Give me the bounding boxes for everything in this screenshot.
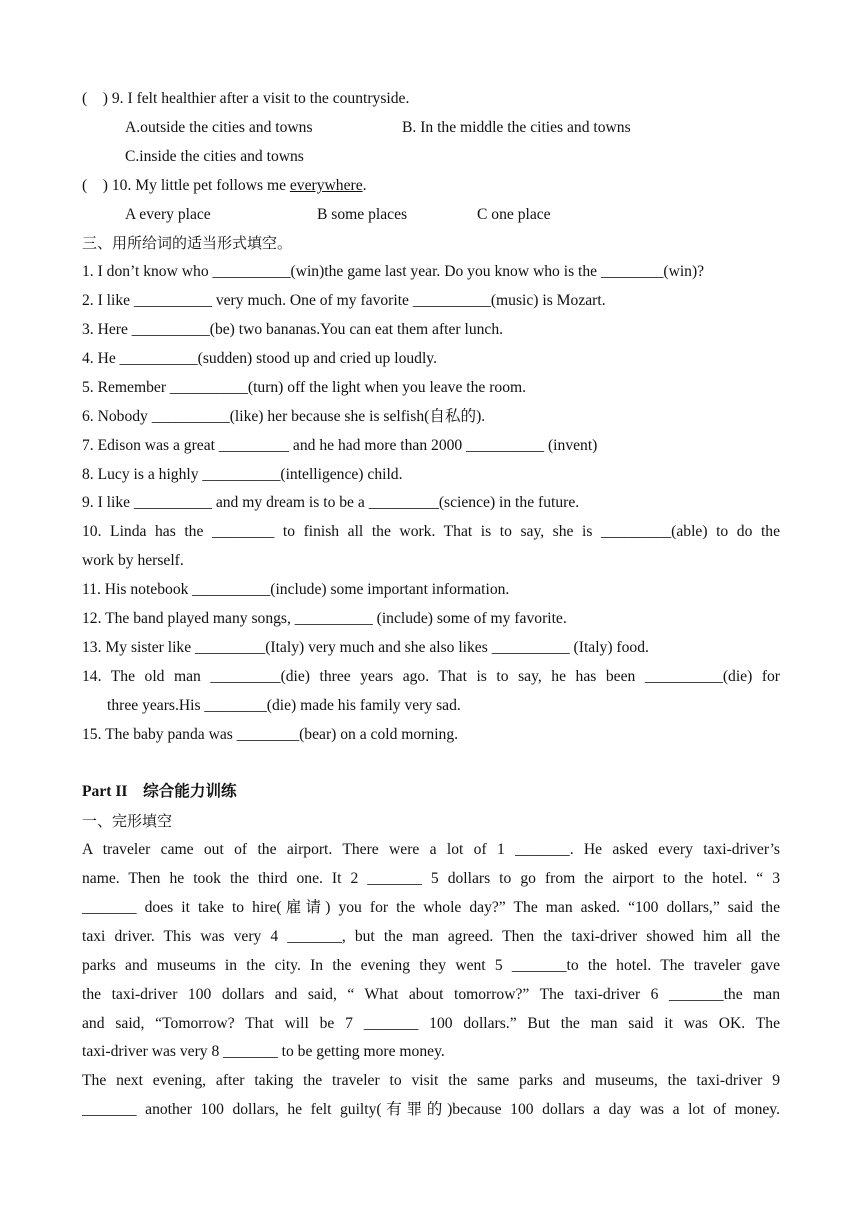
passage-line-6: the taxi-driver 100 dollars and said, “ What about tomorrow?” The taxi-driver 6 _______the man [82, 985, 780, 1003]
passage2-line-2: _______ another 100 dollars, he felt guilty(有罪的)because 100 dollars a day was a lot of money. [82, 1101, 780, 1119]
spacer [82, 749, 780, 778]
fill-item-5: 5. Remember __________(turn) off the light when you leave the room. [82, 378, 527, 396]
question-10-option-a: A every place [125, 205, 211, 223]
fill-item-1: 1. I don’t know who __________(win)the game last year. Do you know who is the ________(win)? [82, 263, 705, 281]
fill-item-11: 11. His notebook __________(include) some important information. [82, 581, 510, 599]
passage-line-4: taxi driver. This was very 4 _______, but the man agreed. Then the taxi-driver showed him all the [82, 927, 780, 945]
passage-line-7: and said, “Tomorrow? That will be 7 _______ 100 dollars.” But the man said it was OK. The [82, 1014, 780, 1032]
question-9-options-row1 [82, 114, 780, 143]
fill-item-7: 7. Edison was a great _________ and he had more than 2000 __________ (invent) [82, 436, 598, 454]
question-10-stem-end: . [362, 176, 367, 194]
question-9-stem: ( ) 9. I felt healthier after a visit to the countryside. [82, 90, 410, 107]
fill-item-10-line-2: work by herself. [82, 552, 184, 570]
fill-item-13: 13. My sister like _________(Italy) very much and she also likes __________ (Italy) food. [82, 638, 649, 656]
passage-line-1: A traveler came out of the airport. There were a lot of 1 _______. He asked every taxi-driver’s [82, 841, 780, 859]
passage-line-8: taxi-driver was very 8 _______ to be getting more money. [82, 1043, 445, 1061]
part-2-title: Part II 综合能力训练 [82, 783, 237, 801]
fill-item-3: 3. Here __________(be) two bananas.You can eat them after lunch. [82, 321, 504, 339]
question-9-option-a: A.outside the cities and towns [125, 118, 313, 136]
fill-item-14-line-1: 14. The old man _________(die) three years ago. That is to say, he has been __________(die) for [82, 667, 780, 685]
question-10-option-c: C one place [477, 205, 551, 223]
question-9-option-c: C.inside the cities and towns [125, 147, 304, 165]
passage-line-3: _______ does it take to hire(雇请) you for the whole day?” The man asked. “100 dollars,” said the [82, 898, 780, 916]
question-10-stem-text: ( ) 10. My little pet follows me [82, 176, 290, 194]
question-10-underlined-word: everywhere [289, 176, 363, 194]
question-10-options [82, 201, 780, 230]
question-10-option-b: B some places [317, 205, 408, 223]
fill-item-8: 8. Lucy is a highly __________(intelligence) child. [82, 465, 403, 483]
fill-item-6: 6. Nobody __________(like) her because she is selfish(自私的). [82, 407, 486, 425]
fill-item-12: 12. The band played many songs, __________ (include) some of my favorite. [82, 610, 567, 628]
fill-item-2: 2. I like __________ very much. One of my favorite __________(music) is Mozart. [82, 292, 606, 310]
cloze-title: 一、完形填空 [82, 812, 173, 831]
passage-line-5: parks and museums in the city. In the evening they went 5 _______to the hotel. The traveler gave [82, 956, 780, 974]
fill-item-10-line-1: 10. Linda has the ________ to finish all the work. That is to say, she is _________(able) to do the [82, 523, 780, 541]
section-3-title: 三、用所给词的适当形式填空。 [82, 234, 293, 253]
worksheet-page [82, 85, 780, 1125]
question-10-stem [82, 172, 780, 201]
passage-line-2: name. Then he took the third one. It 2 _______ 5 dollars to go from the airport to the hotel. “ 3 [82, 870, 780, 888]
fill-item-9: 9. I like __________ and my dream is to be a _________(science) in the future. [82, 494, 580, 512]
question-9-option-b: B. In the middle the cities and towns [402, 118, 631, 136]
fill-item-4: 4. He __________(sudden) stood up and cried up loudly. [82, 350, 437, 368]
fill-item-15: 15. The baby panda was ________(bear) on a cold morning. [82, 725, 459, 743]
fill-item-14-line-2: three years.His ________(die) made his family very sad. [107, 696, 461, 714]
passage2-line-1: The next evening, after taking the traveler to visit the same parks and museums, the taxi-driver 9 [82, 1072, 780, 1090]
